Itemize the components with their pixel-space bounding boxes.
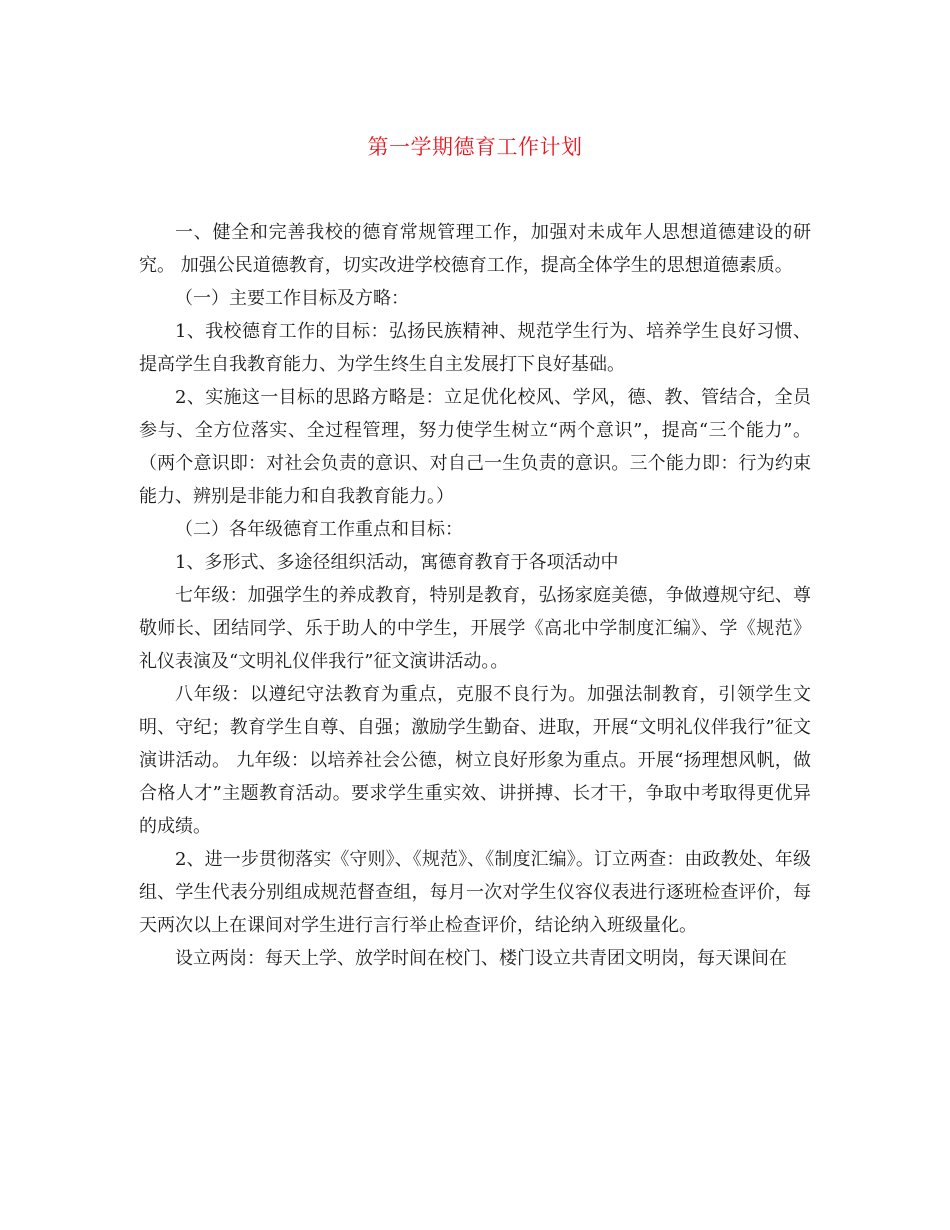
paragraph-7: 七年级：加强学生的养成教育，特别是教育，弘扬家庭美德，争做遵规守纪、尊敬师长、团结同学、乐于助人的中学生，开展学《高北中学制度汇编》、学《规范》礼仪表演及“文明礼仪伴我行”征文演讲活动。。 [139,585,811,672]
paragraph-6: 1、多形式、多途径组织活动，寓德育教育于各项活动中 [175,552,619,573]
paragraph-5: （二）各年级德育工作重点和目标： [175,519,463,540]
paragraph-9: 2、进一步贯彻落实《守则》、《规范》、《制度汇编》。订立两查：由政教处、年级组、学生代表分别组成规范督查组，每月一次对学生仪容仪表进行逐班检查评价，每天两次以上在课间对学生进行言行举止检查评价，结论纳入班级量化。 [139,849,811,936]
paragraph-10: 设立两岗：每天上学、放学时间在校门、楼门设立共青团文明岗，每天课间在 [175,948,787,969]
paragraph-8: 八年级：以遵纪守法教育为重点，克服不良行为。加强法制教育，引领学生文明、守纪；教育学生自尊、自强；激励学生勤奋、进取，开展“文明礼仪伴我行”征文演讲活动。 九年级：以培养社会公德，树立良好形象为重点。开展“扬理想风帆，做合格人才”主题教育活动。要求学生重实效、讲拼搏、长才干，争取中考取得更优异的成绩。 [139,684,811,837]
paragraph-3: 1、我校德育工作的目标：弘扬民族精神、规范学生行为、培养学生良好习惯、提高学生自我教育能力、为学生终生自主发展打下良好基础。 [139,321,811,375]
paragraph-4: 2、实施这一目标的思路方略是：立足优化校风、学风，德、教、管结合，全员参与、全方位落实、全过程管理，努力使学生树立“两个意识”，提高“三个能力”。（两个意识即：对社会负责的意识、对自己一生负责的意识。三个能力即：行为约束能力、辨别是非能力和自我教育能力。） [139,387,811,507]
document-title: 第一学期德育工作计划 [367,135,583,159]
paragraph-1: 一、健全和完善我校的德育常规管理工作，加强对未成年人思想道德建设的研究。 加强公民道德教育，切实改进学校德育工作，提高全体学生的思想道德素质。 [139,222,811,276]
document-body [139,216,811,975]
paragraph-2: （一）主要工作目标及方略： [175,288,409,309]
